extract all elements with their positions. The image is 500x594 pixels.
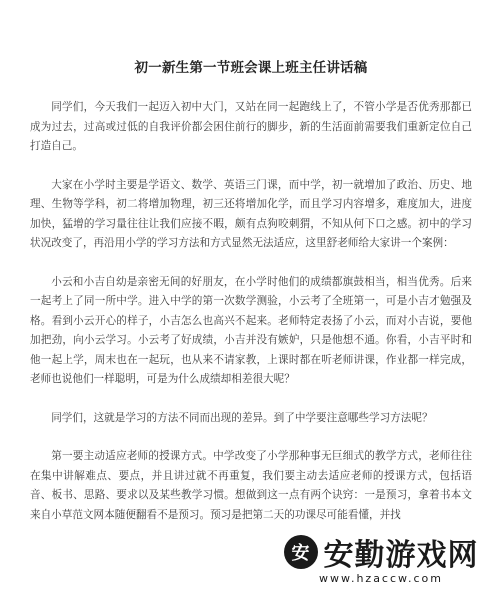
watermark-logo-icon: 安 (284, 535, 318, 569)
site-watermark (262, 520, 500, 594)
paragraph-2: 大家在小学时主要是学语文、数学、英语三门课，而中学，初一就增加了政治、历史、地理、生物等学科，初二将增加物理，初三还将增加化学，而且学习内容增多，难度加大，进度加快，猛增的学习量往往让我们应接不暇，颇有点狗咬刺猬，不知从何下口之感。初中的学习状况改变了，再沿用小学的学习方法和方式显然无法适应，这里舒老师给大家讲一个案例： (30, 178, 472, 249)
article-title: 初一新生第一节班会课上班主任讲话稿 (134, 60, 368, 76)
watermark-url: www.hzaccw.com (318, 571, 444, 585)
watermark-row (284, 530, 479, 574)
paragraph-5: 第一要主动适应老师的授课方式。中学改变了小学那种事无巨细式的教学方式，老师往往在集中讲解难点、要点，并且讲过就不再重复，我们要主动去适应老师的授课方式，包括语音、板书、思路、要求以及某些教学习惯。想做到这一点有两个诀窍：一是预习，拿着书本文来自小草范文网本随便翻看不是预习。预习是把第二天的功课尽可能看懂，并找 (30, 450, 472, 521)
paragraph-1: 同学们，今天我们一起迈入初中大门，又站在同一起跑线上了，不管小学是否优秀那都已成为过去，过高或过低的自我评价都会困住前行的脚步，新的生活面前需要我们重新定位自己打造自己。 (30, 101, 472, 152)
watermark-site-name: 安勤游戏网 (323, 537, 479, 573)
paragraph-3: 小云和小吉自幼是亲密无间的好朋友，在小学时他们的成绩都旗鼓相当，相当优秀。后来一起考上了同一所中学。进入中学的第一次数学测验，小云考了全班第一，可是小吉才勉强及格。看到小云开心的样子，小吉怎么也高兴不起来。老师特定表扬了小云，而对小吉说，要他加把劲，向小云学习。小云考了好成绩，小吉并没有嫉妒，只是他想不通。你看，小吉平时和他一起上学，周末也在一起玩，也从来不请家教，上课时都在听老师讲课，作业都一样完成，老师也说他们一样聪明，可是为什么成绩却相差很大呢？ (30, 275, 472, 385)
paragraph-4: 同学们，这就是学习的方法不同而出现的差异。到了中学要注意哪些学习方法呢？ (51, 411, 433, 424)
